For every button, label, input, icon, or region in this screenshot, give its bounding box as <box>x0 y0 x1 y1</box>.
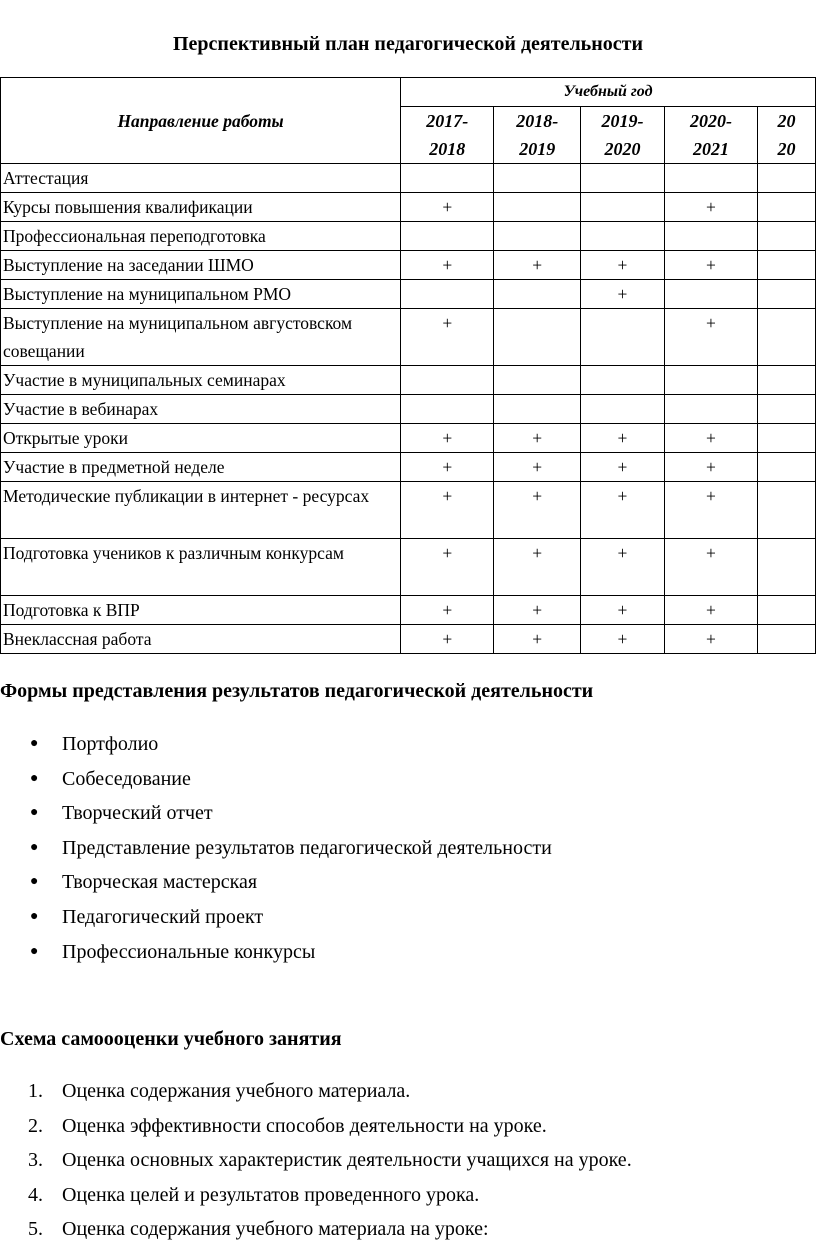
list-item <box>0 1178 632 1213</box>
plan-mark-cell <box>758 482 816 539</box>
plan-mark-cell <box>581 222 665 251</box>
scheme-title: Схема самоооценки учебного занятия <box>0 1028 342 1050</box>
plan-mark-cell: + <box>494 539 581 596</box>
list-item <box>0 865 552 900</box>
plan-mark-cell <box>758 424 816 453</box>
plan-mark-cell <box>664 222 757 251</box>
plan-mark-cell: + <box>401 596 494 625</box>
list-item-number: 1. <box>28 1080 43 1102</box>
plan-mark-cell: + <box>664 424 757 453</box>
year-start: 2018- <box>516 111 559 131</box>
plan-mark-cell <box>581 366 665 395</box>
year-header-cell <box>758 107 816 164</box>
plan-table <box>0 77 816 654</box>
list-item-text: Оценка целей и результатов проведенного урока. <box>62 1183 480 1206</box>
table-row <box>1 280 816 309</box>
plan-mark-cell: + <box>494 596 581 625</box>
table-row <box>1 625 816 654</box>
plan-mark-cell: + <box>581 424 665 453</box>
plan-mark-cell <box>758 366 816 395</box>
plan-mark-cell: + <box>401 424 494 453</box>
plan-mark-cell: + <box>494 453 581 482</box>
plan-mark-cell <box>494 395 581 424</box>
plan-mark-cell <box>581 164 665 193</box>
year-start: 20 <box>777 111 796 131</box>
list-item-text: Портфолио <box>62 733 159 755</box>
year-header-cell <box>664 107 757 164</box>
plan-mark-cell <box>401 395 494 424</box>
list-item-number: 3. <box>28 1149 43 1172</box>
plan-mark-cell: + <box>664 453 757 482</box>
plan-mark-cell <box>758 164 816 193</box>
list-item-text: Оценка основных характеристик деятельности учащихся на уроке. <box>62 1149 632 1172</box>
plan-mark-cell: + <box>664 482 757 539</box>
plan-mark-cell <box>664 366 757 395</box>
table-row <box>1 366 816 395</box>
row-label: Участие в предметной неделе <box>1 453 401 482</box>
row-label: Выступление на заседании ШМО <box>1 251 401 280</box>
list-item <box>0 1074 632 1109</box>
plan-mark-cell <box>758 539 816 596</box>
plan-mark-cell <box>401 164 494 193</box>
plan-mark-cell: + <box>401 193 494 222</box>
plan-mark-cell: + <box>401 309 494 366</box>
plan-mark-cell <box>494 164 581 193</box>
plan-mark-cell <box>758 596 816 625</box>
year-header: Учебный год <box>401 78 816 107</box>
plan-mark-cell: + <box>494 424 581 453</box>
list-item-text: Представление результатов педагогической деятельности <box>62 836 552 859</box>
plan-mark-cell: + <box>494 251 581 280</box>
plan-mark-cell: + <box>664 539 757 596</box>
bullet-icon: ● <box>30 736 39 751</box>
plan-mark-cell <box>758 625 816 654</box>
row-label: Аттестация <box>1 164 401 193</box>
row-label: Выступление на муниципальном РМО <box>1 280 401 309</box>
list-item <box>0 762 552 797</box>
list-item <box>0 935 552 970</box>
bullet-icon: ● <box>30 908 39 924</box>
row-label: Курсы повышения квалификации <box>1 193 401 222</box>
plan-mark-cell <box>401 222 494 251</box>
row-label: Участие в муниципальных семинарах <box>1 366 401 395</box>
plan-mark-cell <box>758 280 816 309</box>
year-header-cell <box>401 107 494 164</box>
bullet-icon: ● <box>30 805 39 821</box>
plan-mark-cell <box>494 222 581 251</box>
plan-mark-cell <box>664 395 757 424</box>
plan-mark-cell <box>758 193 816 222</box>
plan-mark-cell <box>664 280 757 309</box>
bullet-icon: ● <box>30 874 39 890</box>
list-item-text: Творческий отчет <box>62 802 213 825</box>
list-item <box>0 1109 632 1144</box>
forms-list <box>0 727 552 969</box>
table-row <box>1 453 816 482</box>
row-label: Открытые уроки <box>1 424 401 453</box>
year-end: 20 <box>777 139 796 159</box>
list-item-text: Оценка содержания учебного материала на уроке: <box>62 1218 489 1241</box>
row-label: Внеклассная работа <box>1 625 401 654</box>
row-label: Подготовка к ВПР <box>1 596 401 625</box>
plan-mark-cell: + <box>664 251 757 280</box>
plan-mark-cell <box>401 280 494 309</box>
year-start: 2019- <box>601 111 644 131</box>
plan-mark-cell: + <box>581 625 665 654</box>
row-label: Участие в вебинарах <box>1 395 401 424</box>
scheme-list <box>0 1074 632 1247</box>
page-title: Перспективный план педагогической деятельности <box>173 33 643 55</box>
list-item-number: 2. <box>28 1114 43 1137</box>
list-item-text: Собеседование <box>62 767 191 790</box>
year-end: 2019 <box>519 139 556 159</box>
plan-mark-cell: + <box>401 482 494 539</box>
year-header-cell <box>581 107 665 164</box>
table-row <box>1 164 816 193</box>
bullet-icon: ● <box>30 770 39 786</box>
list-item <box>0 1212 632 1247</box>
plan-mark-cell: + <box>581 539 665 596</box>
plan-mark-cell <box>758 251 816 280</box>
plan-mark-cell: + <box>581 596 665 625</box>
year-end: 2021 <box>692 139 729 159</box>
plan-mark-cell <box>401 366 494 395</box>
plan-mark-cell: + <box>664 193 757 222</box>
bullet-icon: ● <box>30 943 39 959</box>
table-row <box>1 193 816 222</box>
list-item <box>0 727 552 762</box>
year-end: 2018 <box>429 139 466 159</box>
table-row <box>1 251 816 280</box>
table-row <box>1 222 816 251</box>
plan-mark-cell: + <box>581 251 665 280</box>
list-item-number: 5. <box>28 1218 43 1241</box>
year-end: 2020 <box>604 139 641 159</box>
direction-header: Направление работы <box>1 78 401 164</box>
row-label: Методические публикации в интернет - ресурсах <box>1 482 401 539</box>
plan-mark-cell: + <box>664 596 757 625</box>
list-item-text: Творческая мастерская <box>62 871 258 894</box>
plan-mark-cell: + <box>581 482 665 539</box>
list-item-number: 4. <box>28 1183 43 1206</box>
plan-mark-cell: + <box>664 625 757 654</box>
list-item <box>0 1143 632 1178</box>
list-item-text: Оценка содержания учебного материала. <box>62 1080 411 1102</box>
table-row <box>1 395 816 424</box>
plan-mark-cell <box>758 222 816 251</box>
forms-title: Формы представления результатов педагогической деятельности <box>0 680 594 702</box>
plan-mark-cell <box>581 193 665 222</box>
table-row <box>1 596 816 625</box>
row-label: Подготовка учеников к различным конкурсам <box>1 539 401 596</box>
plan-mark-cell <box>494 366 581 395</box>
list-item-text: Педагогический проект <box>62 905 264 928</box>
table-row <box>1 309 816 366</box>
table-row <box>1 424 816 453</box>
plan-mark-cell <box>581 395 665 424</box>
plan-mark-cell: + <box>581 280 665 309</box>
plan-mark-cell: + <box>401 453 494 482</box>
table-row <box>1 539 816 596</box>
plan-mark-cell: + <box>581 453 665 482</box>
row-label: Выступление на муниципальном августовском совещании <box>1 309 401 366</box>
row-label: Профессиональная переподготовка <box>1 222 401 251</box>
plan-mark-cell <box>758 453 816 482</box>
list-item <box>0 796 552 831</box>
plan-mark-cell <box>581 309 665 366</box>
year-header-cell <box>494 107 581 164</box>
plan-mark-cell <box>664 164 757 193</box>
plan-mark-cell <box>758 309 816 366</box>
table-row <box>1 482 816 539</box>
plan-mark-cell: + <box>494 625 581 654</box>
plan-mark-cell <box>494 280 581 309</box>
plan-mark-cell: + <box>401 539 494 596</box>
bullet-icon: ● <box>30 839 39 855</box>
list-item-text: Профессиональные конкурсы <box>62 940 316 963</box>
plan-mark-cell <box>758 395 816 424</box>
list-item-text: Оценка эффективности способов деятельности на уроке. <box>62 1114 547 1137</box>
list-item <box>0 900 552 935</box>
list-item <box>0 831 552 866</box>
year-start: 2017- <box>426 111 469 131</box>
plan-mark-cell: + <box>401 251 494 280</box>
plan-mark-cell <box>494 309 581 366</box>
plan-mark-cell: + <box>664 309 757 366</box>
plan-mark-cell: + <box>401 625 494 654</box>
year-start: 2020- <box>689 111 732 131</box>
plan-mark-cell <box>494 193 581 222</box>
plan-mark-cell: + <box>494 482 581 539</box>
